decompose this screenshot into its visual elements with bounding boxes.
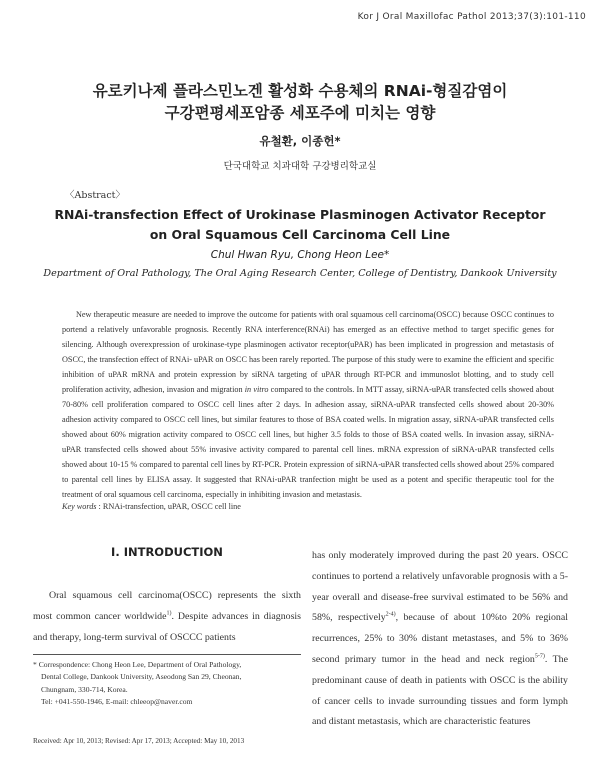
korean-title-line-2: 구강편평세포암종 세포주에 미치는 영향: [164, 104, 436, 122]
english-title-line-1: RNAi-transfection Effect of Urokinase Plasminogen Activator Receptor: [54, 207, 546, 222]
introduction-heading: Ⅰ. INTRODUCTION: [111, 545, 223, 559]
english-title-line-2: on Oral Squamous Cell Carcinoma Cell Line: [149, 227, 451, 242]
abstract-tag: 〈Abstract〉: [65, 190, 125, 201]
citation-ref: 1): [166, 610, 172, 617]
intro-right-text-b: , because of about 10%to 20% regional recurrences, 25% to 30% distant metastases, and 5% to 36% second primary tumor in the head and neck region: [312, 612, 569, 665]
korean-authors: 유철환, 이종헌*: [259, 134, 341, 148]
keywords: [62, 502, 241, 511]
abstract-text-part-1: New therapeutic measure are needed to improve the outcome for patients with oral squamous cell carcinoma(OSCC) because OSCC continues to portend a relatively unfavorable prognosis. Recently RNA interference(RNAi) has emerged as an effective method to target specific genes for silencing. Although overexpression of urokinase-type plasminogen activator receptor(uPAR) has been implicated in progression and metastasis of OSCC, the transfection effect of RNAi- uPAR on OSCC has been rarely reported. The purpose of this study were to examine the efficient and specific inhibition of uPAR mRNA and protein expression by siRNA targeting of uPAR through RT-PCR and immunoslot blotting, and to study cell proliferation activity, adhesion, invasion and migration: [62, 310, 554, 394]
english-authors: Chul Hwan Ryu, Chong Heon Lee*: [210, 249, 390, 261]
right-column: [312, 546, 568, 733]
keywords-text: RNAi-transfection, uPAR, OSCC cell line: [102, 502, 241, 511]
journal-reference: Kor J Oral Maxillofac Pathol 2013;37(3):101-110: [357, 12, 586, 22]
citation-ref: 2-4): [385, 612, 396, 619]
intro-left-text-a: Oral squamous cell carcinoma(OSCC) represents the sixth most common cancer worldwide: [33, 590, 301, 622]
intro-left-text-b: . Despite advances in diagnosis and therapy, long-term survival of OSCCC patients: [33, 610, 301, 643]
intro-right-text-c: . The predominant cause of death in patients with OSCC is the ability of cancer cells to invade surrounding tissues and form lymph and distant metastasis, which are characteristic features: [312, 653, 568, 728]
keywords-label: Key words: [62, 502, 97, 511]
footnote-line-4: Tel: +041-550-1946, E-mail: chleeop@naver.com: [41, 697, 193, 707]
introduction-right-paragraph: [312, 546, 568, 733]
left-column: [33, 545, 301, 648]
footnote-line-2: Dental College, Dankook University, Aseodong San 29, Cheonan,: [41, 672, 242, 682]
received-dates: Received: Apr 10, 2013; Revised: Apr 17, 2013; Accepted: May 10, 2013: [33, 737, 245, 745]
english-affiliation: Department of Oral Pathology, The Oral Aging Research Center, College of Dentistry, Dankook University: [43, 268, 557, 279]
footnote-line-3: Chungnam, 330-714, Korea.: [41, 684, 128, 694]
abstract-in-vitro: in vitro: [244, 385, 269, 394]
abstract-body: [62, 307, 554, 502]
english-title: [0, 205, 600, 245]
footnote-line-1: * Correspondence: Chong Heon Lee, Department of Oral Pathology,: [33, 660, 242, 669]
intro-right-text-a: has only moderately improved during the past 20 years. OSCC continues to portend a relatively unfavorable prognosis with a 5-year overall and disease-free survival estimated to be 56% and 58%, respectively: [312, 550, 568, 624]
footnote-divider: [33, 654, 301, 655]
correspondence-footnote: [33, 659, 303, 709]
korean-title-line-1: 유로키나제 플라스민노겐 활성화 수용체의 RNAi-형질감염이: [92, 82, 508, 100]
citation-ref: 5-7): [534, 653, 545, 660]
introduction-left-paragraph: [33, 586, 301, 648]
korean-title: [0, 80, 600, 124]
abstract-text-part-2: compared to the controls. In MTT assay, siRNA-uPAR transfected cells showed about 70-80% cell proliferation compared to OSCC cell lines after 2 days. In adhesion assay, siRNA-uPAR transfected cells showed about 20-30% adhesion activity compared to OSCC cell lines, but similar features to those of BSA coated wells. In migration assay, siRNA-uPAR transfected cells showed about 60% migration activity compared to OSCC cell lines, but higher 3.5 folds to those of BSA coated wells. In invasion assay, siRNA-uPAR transfected cells showed about 55% invasive activity compared to parental cell lines. mRNA expression of siRNA-uPAR transfected cells showed about 10-15 % compared to parental cell lines by RT-PCR. Protein expression of siRNA-uPAR transfected cells showed about 25% compared to parental cell lines by ELISA assay. It suggested that RNAi-uPAR tranfection might be used as a potent and specific therapeutic tool for the treatment of oral squamous cell carcinoma, especially in inhibiting invasion and metastasis.: [62, 385, 555, 499]
korean-affiliation: 단국대학교 치과대학 구강병리학교실: [223, 161, 377, 172]
keywords-separator: :: [96, 502, 103, 511]
